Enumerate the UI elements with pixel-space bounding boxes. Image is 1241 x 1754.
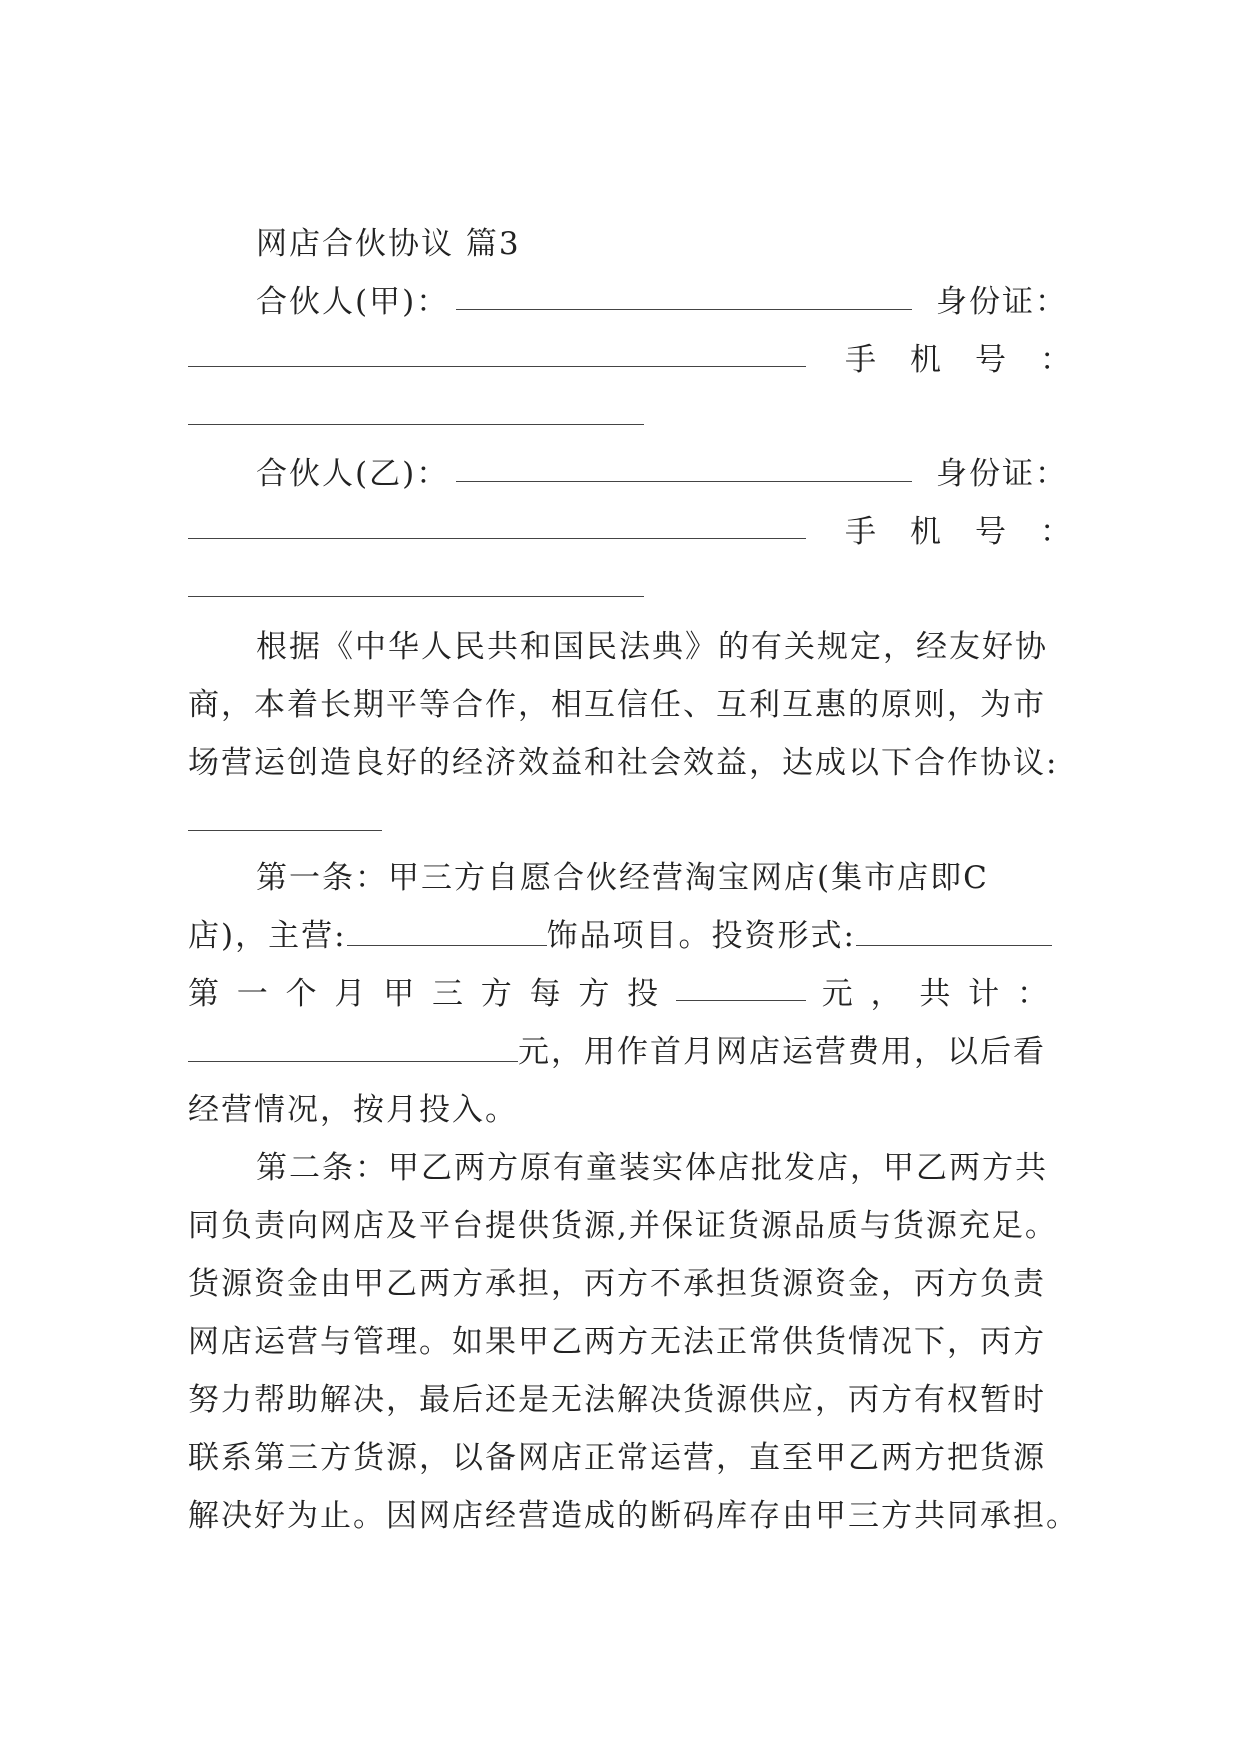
total-investment-blank [188, 1035, 518, 1062]
article1-line-1: 第一条：甲三方自愿合伙经营淘宝网店(集市店即C [256, 860, 989, 896]
partner-b-phone-label: 手机号： [845, 514, 1105, 550]
article1-char: 计 [968, 976, 1002, 1012]
preamble-line-2: 商，本着长期平等合作，相互信任、互利互惠的原则，为市 [188, 687, 1046, 723]
document-title: 网店合伙协议 篇3 [256, 226, 521, 262]
article2-line-3: 货源资金由甲乙两方承担，丙方不承担货源资金，丙方负责 [188, 1266, 1046, 1302]
partner-b-id-label: 身份证： [936, 456, 1068, 492]
partner-b-row [256, 454, 1050, 494]
partner-b-id-blank [188, 538, 806, 539]
article1-char: 投 [627, 976, 661, 1012]
article2-line-7: 解决好为止。因网店经营造成的断码库存由甲三方共同承担。 [188, 1498, 1079, 1534]
article1-char: 第 [188, 976, 221, 1012]
article2-line-4: 网店运营与管理。如果甲乙两方无法正常供货情况下，丙方 [188, 1324, 1046, 1360]
article1-char: 元 [821, 976, 855, 1012]
preamble-line-1: 根据《中华人民共和国民法典》的有关规定，经友好协 [256, 629, 1048, 665]
monthly-investment-blank [676, 974, 806, 1001]
partner-a-phone-blank [188, 424, 644, 425]
article1-char: 方 [578, 976, 612, 1012]
article2-line-5: 努力帮助解决，最后还是无法解决货源供应，丙方有权暂时 [188, 1382, 1046, 1418]
main-business-blank [347, 919, 547, 946]
article1-char: 一 [236, 976, 270, 1012]
partner-b-label: 合伙人(乙)： [256, 456, 450, 492]
partner-a-name-blank [456, 309, 912, 310]
partner-a-phone-label: 手机号： [845, 342, 1105, 378]
article1-line-5: 经营情况，按月投入。 [188, 1092, 518, 1128]
article1-char: ： [1016, 976, 1050, 1012]
article1-invest-label: 饰品项目。投资形式: [546, 918, 856, 954]
article1-line-3 [188, 974, 1050, 1014]
article1-main-label: 店)，主营: [188, 918, 347, 954]
article1-char: 每 [529, 976, 563, 1012]
article1-char: 甲 [383, 976, 417, 1012]
partner-a-label: 合伙人(甲)： [256, 284, 450, 320]
partner-a-row [256, 282, 1050, 322]
invest-form-blank [856, 919, 1052, 946]
partner-a-id-label: 身份证： [936, 284, 1068, 320]
partner-a-id-blank [188, 366, 806, 367]
preamble-line-3: 场营运创造良好的经济效益和社会效益，达成以下合作协议: [188, 745, 1059, 781]
article2-line-2: 同负责向网店及平台提供货源,并保证货源品质与货源充足。 [188, 1208, 1058, 1244]
article1-char: 方 [480, 976, 514, 1012]
preamble-blank [188, 830, 382, 831]
partner-b-phone-blank [188, 596, 644, 597]
article1-line-2 [188, 916, 1050, 956]
article1-char: ， [870, 976, 904, 1012]
article1-char: 三 [431, 976, 465, 1012]
article1-char: 个 [285, 976, 319, 1012]
article2-line-6: 联系第三方货源，以备网店正常运营，直至甲乙两方把货源 [188, 1440, 1046, 1476]
partner-b-name-blank [456, 481, 912, 482]
article1-char: 共 [919, 976, 953, 1012]
article1-char: 月 [334, 976, 368, 1012]
article2-line-1: 第二条：甲乙两方原有童装实体店批发店，甲乙两方共 [256, 1150, 1048, 1186]
article1-line-4-text: 元，用作首月网店运营费用，以后看 [518, 1034, 1046, 1070]
article1-line-4 [188, 1032, 1050, 1072]
